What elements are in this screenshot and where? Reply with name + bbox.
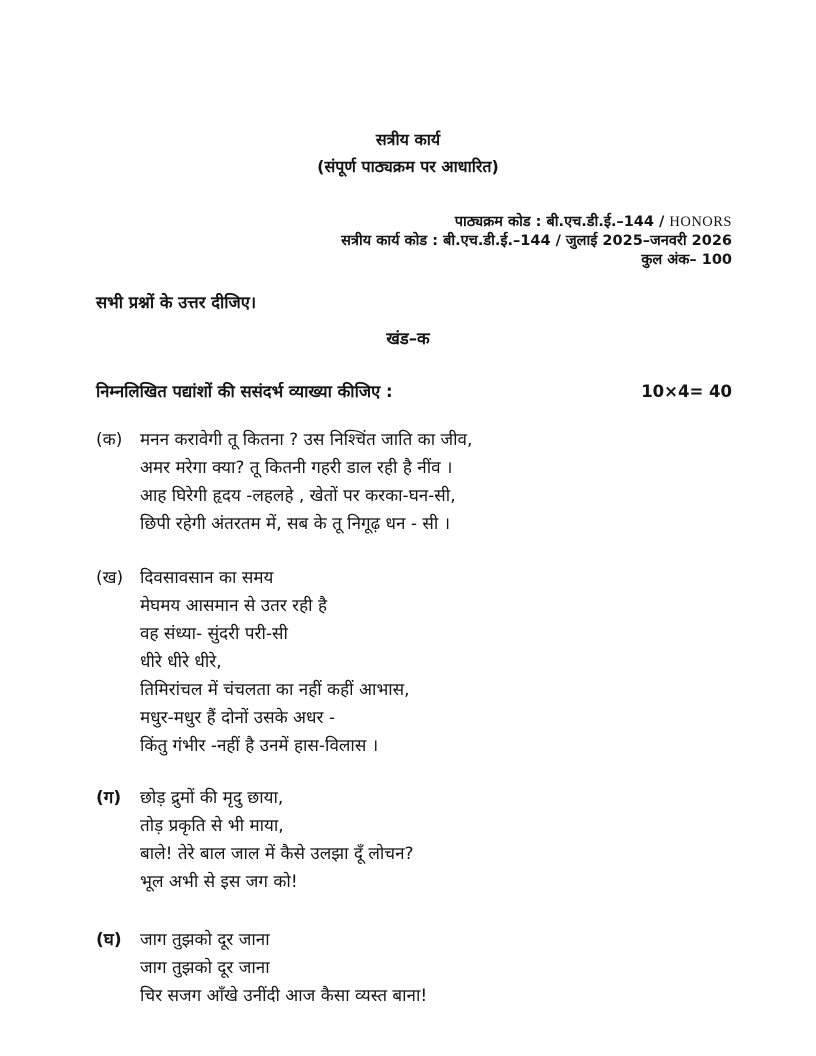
poem-line: छिपी रहेगी अंतरतम में, सब के तू निगूढ़ धन - सी । <box>140 514 451 534</box>
question-instruction: निम्नलिखित पद्यांशों की ससंदर्भ व्याख्या कीजिए : <box>96 382 393 401</box>
poem-line: तिमिरांचल में चंचलता का नहीं कहीं आभास, <box>140 680 410 700</box>
poem-line: धीरे धीरे धीरे, <box>140 652 222 672</box>
poem-line: जाग तुझको दूर जाना <box>140 958 270 978</box>
poem-line: वह संध्या- सुंदरी परी-सी <box>140 624 288 644</box>
poem-line: मेघमय आसमान से उतर रही है <box>140 596 327 616</box>
question-block-gha <box>96 926 816 1010</box>
course-code-latin: HONORS <box>669 214 732 230</box>
poem-line: आह घिरेगी हृदय -लहलहे , खेतों पर करका-घन-सी, <box>140 486 456 506</box>
poem-line: अमर मरेगा क्या? तू कितनी गहरी डाल रही है नींव । <box>140 458 453 478</box>
course-code-hindi: पाठ्यक्रम कोड : बी.एच.डी.ई.–144 / <box>454 214 670 230</box>
poem-lines <box>140 926 816 1010</box>
poem-line: जाग तुझको दूर जाना <box>140 930 270 950</box>
poem-line: चिर सजग आँखे उनींदी आज कैसा व्यस्त बाना! <box>140 986 428 1006</box>
poem-line: छोड़ द्रुमों की मृदु छाया, <box>140 788 284 808</box>
poem-lines <box>140 426 816 538</box>
poem-lines <box>140 784 816 896</box>
code-block <box>0 213 816 270</box>
course-code-line <box>0 213 732 232</box>
total-marks-line: कुल अंक– 100 <box>641 252 732 268</box>
poem-line: दिवसावसान का समय <box>140 568 274 588</box>
marks-value: 10×4= 40 <box>641 382 732 401</box>
poem-lines <box>140 564 816 760</box>
title-block <box>0 0 816 179</box>
poem-line: मनन करावेगी तू कितना ? उस निश्चिंत जाति का जीव, <box>140 430 473 450</box>
question-label: (ख) <box>96 568 124 588</box>
poem-line: किंतु गंभीर -नहीं है उनमें हास-विलास । <box>140 736 379 756</box>
document-subtitle: (संपूर्ण पाठ्यक्रम पर आधारित) <box>317 157 499 176</box>
questions-list <box>0 426 816 1010</box>
poem-line: भूल अभी से इस जग को! <box>140 872 298 892</box>
poem-line: तोड़ प्रकृति से भी माया, <box>140 816 284 836</box>
poem-line: बाले! तेरे बाल जाल में कैसे उलझा दूँ लोचन? <box>140 844 414 864</box>
question-block-kha <box>96 564 816 760</box>
section-heading: खंड–क <box>386 329 430 348</box>
document-title: सत्रीय कार्य <box>375 130 441 149</box>
question-block-ka <box>96 426 816 538</box>
question-label: (घ) <box>96 930 122 950</box>
assignment-code-line: सत्रीय कार्य कोड : बी.एच.डी.ई.–144 / जुलाई 2025–जनवरी 2026 <box>341 233 732 249</box>
question-label: (क) <box>96 430 123 450</box>
poem-line: मधुर-मधुर हैं दोनों उसके अधर - <box>140 708 335 728</box>
answer-all-instruction: सभी प्रश्नों के उत्तर दीजिए। <box>96 293 257 312</box>
question-block-ga <box>96 784 816 896</box>
question-label: (ग) <box>96 788 122 808</box>
question-instruction-row <box>0 379 816 402</box>
